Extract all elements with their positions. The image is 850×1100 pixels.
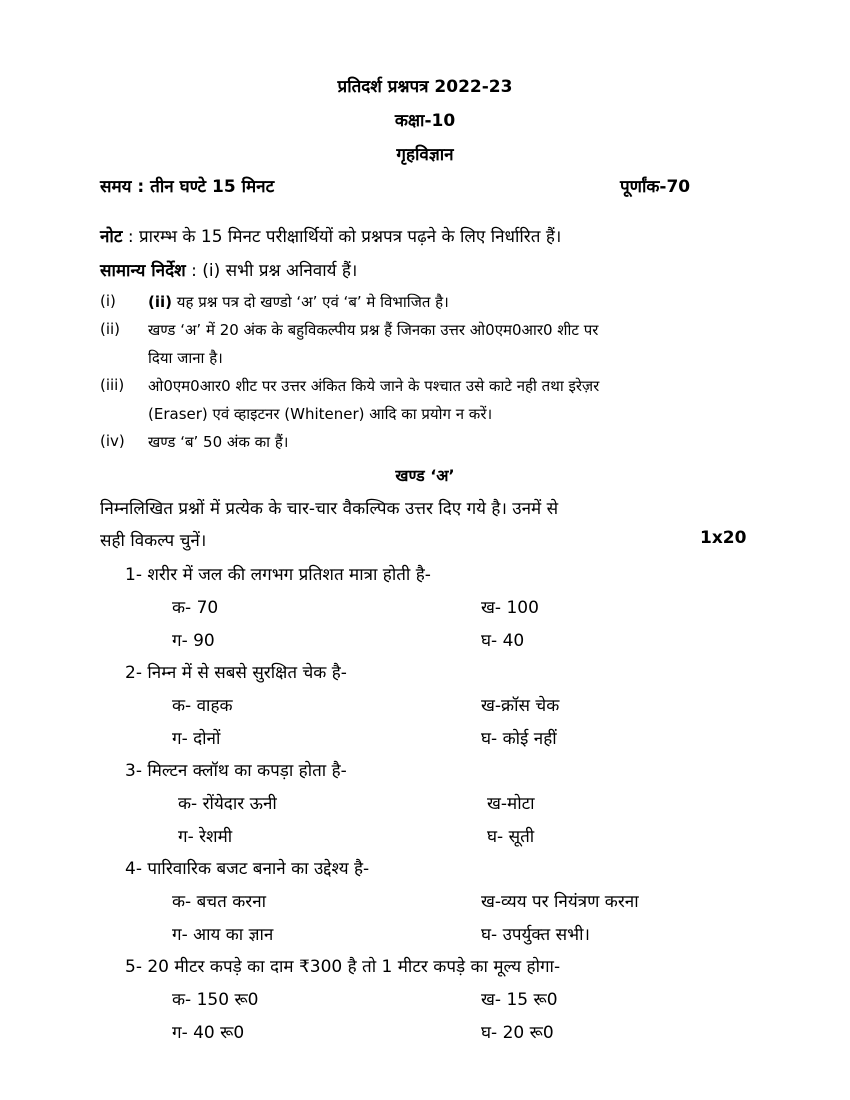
general-label: सामान्य निर्देश	[100, 261, 186, 281]
instruction-num: (i)	[100, 292, 116, 310]
note-text: : प्रारम्भ के 15 मिनट परीक्षार्थियों को प्रश्नपत्र पढ़ने के लिए निर्धारित हैं।	[127, 227, 562, 247]
instruction-line: दिया जाना है।	[148, 349, 223, 367]
option-a: क- वाहक	[172, 696, 233, 716]
note-label: नोट	[100, 227, 123, 247]
question-text: 1- शरीर में जल की लगभग प्रतिशत मात्रा होती है-	[125, 565, 431, 585]
option-c: ग- आय का ज्ञान	[172, 925, 274, 945]
instruction-line: खण्ड ‘ब’ 50 अंक का हैं।	[148, 433, 289, 451]
instruction-line: खण्ड ‘अ’ में 20 अंक के बहुविकल्पीय प्रश्न हैं जिनका उत्तर ओ0एम0आर0 शीट पर	[148, 321, 599, 339]
question-text: 2- निम्न में से सबसे सुरक्षित चेक है-	[125, 663, 347, 683]
option-b: ख-मोटा	[487, 794, 535, 814]
instruction-num: (iv)	[100, 432, 125, 450]
option-d: घ- सूती	[487, 827, 535, 847]
paper-title: प्रतिदर्श प्रश्नपत्र 2022-23	[337, 77, 513, 97]
section-a-intro: सही विकल्प चुनें।	[100, 531, 207, 551]
option-d: घ- 20 रू0	[481, 1023, 554, 1043]
option-a: क- रोंयेदार ऊनी	[178, 794, 277, 814]
option-a: क- 150 रू0	[172, 990, 259, 1010]
option-c: ग- दोनों	[172, 729, 221, 749]
instruction-line: (Eraser) एवं व्हाइटनर (Whitener) आदि का प्रयोग न करें।	[148, 405, 493, 423]
section-a-marks: 1x20	[700, 528, 747, 548]
option-c: ग- 40 रू0	[172, 1023, 245, 1043]
option-d: घ- कोई नहीं	[481, 729, 557, 749]
option-d: घ- उपर्युक्त सभी।	[481, 925, 590, 945]
question-text: 5- 20 मीटर कपड़े का दाम ₹300 है तो 1 मीटर कपड़े का मूल्य होगा-	[125, 957, 561, 977]
time-label: समय : तीन घण्टे 15 मिनट	[100, 177, 275, 197]
option-b: ख- 15 रू0	[481, 990, 558, 1010]
option-b: ख-व्यय पर नियंत्रण करना	[481, 892, 639, 912]
instruction-num: (iii)	[100, 376, 125, 394]
instruction-line: यह प्रश्न पत्र दो खण्डो ‘अ’ एवं ‘ब’ मे विभाजित है।	[176, 293, 449, 311]
general-text: : (i) सभी प्रश्न अनिवार्य हैं।	[191, 261, 358, 281]
question-text: 3- मिल्टन क्लॉथ का कपड़ा होता है-	[125, 761, 347, 781]
subject-label: गृहविज्ञान	[396, 145, 454, 165]
section-a-intro: निम्नलिखित प्रश्नों में प्रत्येक के चार-चार वैकल्पिक उत्तर दिए गये है। उनमें से	[100, 499, 559, 519]
instruction-line: ओ0एम0आर0 शीट पर उत्तर अंकित किये जाने के पश्चात उसे काटे नही तथा इरेज़र	[148, 377, 600, 395]
question-text: 4- पारिवारिक बजट बनाने का उद्देश्य है-	[125, 859, 370, 879]
general-instructions-line	[100, 258, 357, 281]
option-b: ख- 100	[481, 598, 539, 618]
option-d: घ- 40	[481, 631, 525, 651]
max-marks: पूर्णांक-70	[620, 177, 691, 197]
instruction-bold: (ii)	[148, 293, 172, 311]
note-line	[100, 224, 561, 247]
option-a: क- 70	[172, 598, 219, 618]
option-c: ग- रेशमी	[178, 827, 233, 847]
instruction-num: (ii)	[100, 320, 121, 338]
class-label: कक्षा-10	[394, 111, 456, 131]
option-b: ख-क्रॉस चेक	[481, 696, 560, 716]
option-c: ग- 90	[172, 631, 215, 651]
instruction-text	[148, 292, 449, 312]
section-a-title: खण्ड ‘अ’	[395, 466, 455, 485]
option-a: क- बचत करना	[172, 892, 267, 912]
